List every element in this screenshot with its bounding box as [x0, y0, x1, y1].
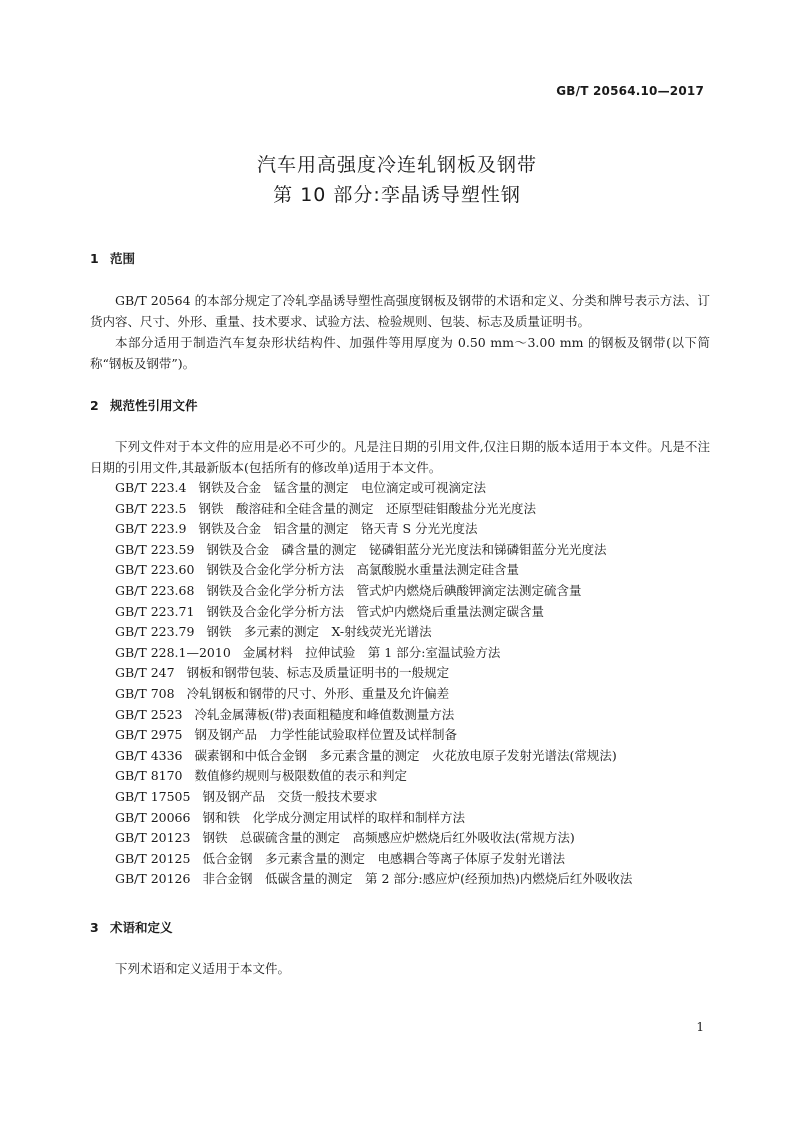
reference-title: 钢和铁 化学成分测定用试样的取样和制样方法	[202, 809, 465, 825]
section-2-heading	[90, 396, 198, 414]
reference-item	[115, 869, 632, 890]
reference-code: GB/T 2523	[115, 706, 183, 722]
section-1-heading	[90, 249, 135, 267]
document-title-line-1: 汽车用高强度冷连轧钢板及钢带	[256, 154, 537, 176]
reference-code: GB/T 20123	[115, 830, 191, 846]
normative-reference-list	[115, 478, 632, 890]
section-1-number: 1	[90, 251, 99, 266]
reference-item	[115, 808, 632, 829]
reference-item	[115, 663, 632, 684]
reference-code: GB/T 2975	[115, 727, 183, 743]
normative-intro-paragraph: 下列文件对于本文件的应用是必不可少的。凡是注日期的引用文件,仅注日期的版本适用于本文件。凡是不注日期的引用文件,其最新版本(包括所有的修改单)适用于本文件。	[90, 439, 710, 475]
reference-item	[115, 499, 632, 520]
reference-item	[115, 581, 632, 602]
reference-item	[115, 705, 632, 726]
reference-title: 钢铁 酸溶硅和全硅含量的测定 还原型硅钼酸盐分光光度法	[198, 500, 536, 516]
reference-code: GB/T 20126	[115, 871, 191, 887]
scope-paragraph-2: 本部分适用于制造汽车复杂形状结构件、加强件等用厚度为 0.50 mm～3.00 mm 的钢板及钢带(以下简称“钢板及钢带”)。	[90, 335, 710, 371]
reference-item	[115, 560, 632, 581]
reference-title: 钢铁及合金化学分析方法 高氯酸脱水重量法测定硅含量	[206, 562, 519, 578]
reference-code: GB/T 8170	[115, 768, 183, 784]
section-3-title: 术语和定义	[110, 920, 173, 935]
section-2-number: 2	[90, 398, 99, 413]
standard-number: GB/T 20564.10—2017	[556, 84, 704, 98]
reference-item	[115, 602, 632, 623]
reference-code: GB/T 223.59	[115, 541, 195, 557]
reference-code: GB/T 223.68	[115, 582, 195, 598]
terms-intro-paragraph: 下列术语和定义适用于本文件。	[115, 961, 291, 976]
reference-title: 低合金钢 多元素含量的测定 电感耦合等离子体原子发射光谱法	[202, 850, 565, 866]
scope-paragraph-1: GB/T 20564 的本部分规定了冷轧孪晶诱导塑性高强度钢板及钢带的术语和定义、分类和牌号表示方法、订货内容、尺寸、外形、重量、技术要求、试验方法、检验规则、包装、标志及质量证明书。	[90, 293, 710, 329]
reference-title: 钢铁及合金 铝含量的测定 铬天青 S 分光光度法	[198, 521, 478, 537]
reference-title: 钢及钢产品 力学性能试验取样位置及试样制备	[194, 727, 458, 743]
reference-item	[115, 746, 632, 767]
reference-item	[115, 725, 632, 746]
reference-item	[115, 849, 632, 870]
reference-code: GB/T 223.4	[115, 480, 187, 495]
reference-title: 钢板和钢带包装、标志及质量证明书的一般规定	[186, 665, 450, 681]
reference-code: GB/T 223.79	[115, 624, 195, 640]
reference-code: GB/T 247	[115, 665, 175, 681]
reference-title: 钢铁 总碳硫含量的测定 高频感应炉燃烧后红外吸收法(常规方法)	[202, 830, 575, 846]
document-title-line-2: 第 10 部分:孪晶诱导塑性钢	[273, 184, 521, 206]
reference-title: 钢铁及合金化学分析方法 管式炉内燃烧后重量法测定碳含量	[206, 603, 544, 619]
reference-title: 钢铁及合金 磷含量的测定 铋磷钼蓝分光光度法和锑磷钼蓝分光光度法	[206, 541, 607, 557]
reference-code: GB/T 223.9	[115, 521, 187, 537]
reference-code: GB/T 223.71	[115, 603, 195, 619]
reference-code: GB/T 20125	[115, 850, 191, 866]
reference-item	[115, 622, 632, 643]
reference-title: 钢铁及合金化学分析方法 管式炉内燃烧后碘酸钾滴定法测定硫含量	[206, 582, 582, 598]
reference-code: GB/T 223.5	[115, 500, 187, 516]
section-3-number: 3	[90, 920, 99, 935]
reference-item	[115, 478, 632, 499]
reference-item	[115, 519, 632, 540]
reference-title: 数值修约规则与极限数值的表示和判定	[194, 768, 408, 784]
section-2-title: 规范性引用文件	[110, 398, 198, 413]
reference-title: 钢铁 多元素的测定 X-射线荧光光谱法	[206, 624, 432, 640]
reference-code: GB/T 4336	[115, 747, 183, 763]
reference-item	[115, 540, 632, 561]
page-number: 1	[696, 1020, 704, 1034]
reference-item	[115, 828, 632, 849]
reference-title: 非合金钢 低碳含量的测定 第 2 部分:感应炉(经预加热)内燃烧后红外吸收法	[202, 871, 633, 887]
reference-title: 钢及钢产品 交货一般技术要求	[202, 788, 378, 804]
reference-title: 冷轧金属薄板(带)表面粗糙度和峰值数测量方法	[194, 706, 455, 722]
reference-code: GB/T 20066	[115, 809, 191, 825]
reference-item	[115, 787, 632, 808]
reference-title: 冷轧钢板和钢带的尺寸、外形、重量及允许偏差	[186, 685, 450, 701]
reference-code: GB/T 17505	[115, 788, 191, 804]
section-1-title: 范围	[110, 251, 136, 266]
section-3-heading	[90, 918, 173, 936]
reference-item	[115, 684, 632, 705]
reference-title: 金属材料 拉伸试验 第 1 部分:室温试验方法	[242, 644, 501, 660]
reference-code: GB/T 228.1—2010	[115, 644, 231, 660]
reference-code: GB/T 708	[115, 685, 175, 701]
reference-item	[115, 643, 632, 664]
reference-item	[115, 766, 632, 787]
reference-title: 钢铁及合金 锰含量的测定 电位滴定或可视滴定法	[198, 480, 486, 495]
reference-code: GB/T 223.60	[115, 562, 195, 578]
reference-title: 碳素钢和中低合金钢 多元素含量的测定 火花放电原子发射光谱法(常规法)	[194, 747, 617, 763]
